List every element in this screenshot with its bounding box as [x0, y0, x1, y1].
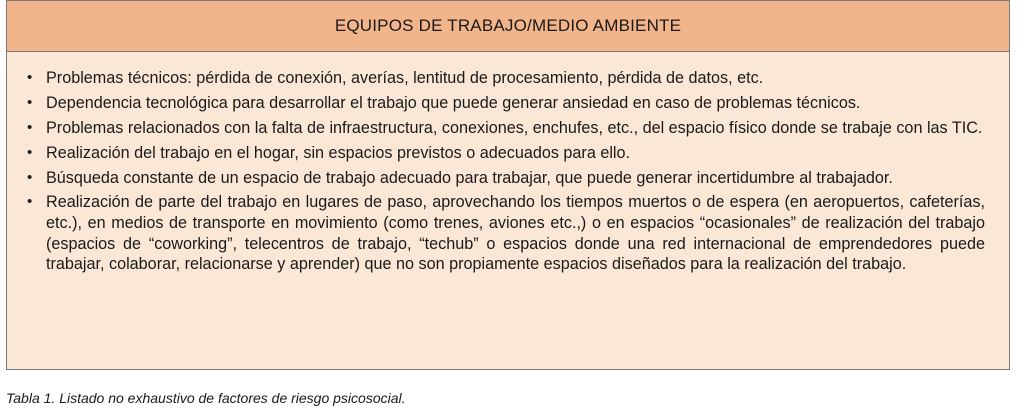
risk-factor-list: [27, 68, 985, 275]
risk-factors-table: [6, 0, 1010, 370]
table-header: [7, 1, 1009, 52]
bullet-icon: •: [27, 93, 33, 111]
bullet-icon: •: [27, 193, 33, 211]
list-item: [27, 118, 985, 139]
list-item: [27, 168, 985, 189]
list-item-text: Problemas relacionados con la falta de infraestructura, conexiones, enchufes, etc., del espacio físico donde se trabaje con las TIC.: [46, 118, 983, 137]
bullet-icon: •: [27, 118, 33, 136]
list-item: [27, 192, 985, 274]
list-item: [27, 68, 985, 89]
list-item-text: Dependencia tecnológica para desarrollar el trabajo que puede generar ansiedad en caso de problemas técnicos.: [46, 93, 861, 112]
bullet-icon: •: [27, 69, 33, 86]
list-item-text: Búsqueda constante de un espacio de trabajo adecuado para trabajar, que puede generar incertidumbre al trabajador.: [46, 168, 893, 187]
list-item-text: Realización de parte del trabajo en lugares de paso, aprovechando los tiempos muertos o de espera (en aeropuertos, cafeterías, etc.), en medios de transporte en movimiento (como trenes, aviones etc.,) o en espacios “ocasionales” de realización del trabajo (espacios de “coworking”, telecentros de trabajo, “techub” o espacios donde una red internacional de emprendedores puede trabajar, colaborar, relacionarse y aprender) que no son propiamente espacios diseñados para la realización del trabajo.: [46, 193, 985, 274]
table-body: [7, 52, 1009, 275]
list-item: [27, 93, 985, 114]
list-item-text: Realización del trabajo en el hogar, sin espacios previstos o adecuados para ello.: [46, 143, 631, 162]
list-item: [27, 143, 985, 164]
bullet-icon: •: [27, 168, 33, 186]
table-caption: Tabla 1. Listado no exhaustivo de factores de riesgo psicosocial.: [6, 390, 406, 406]
list-item-text: Problemas técnicos: pérdida de conexión, averías, lentitud de procesamiento, pérdida de datos, etc.: [46, 69, 764, 87]
table-header-title: EQUIPOS DE TRABAJO/MEDIO AMBIENTE: [334, 16, 682, 35]
bullet-icon: •: [27, 143, 33, 161]
